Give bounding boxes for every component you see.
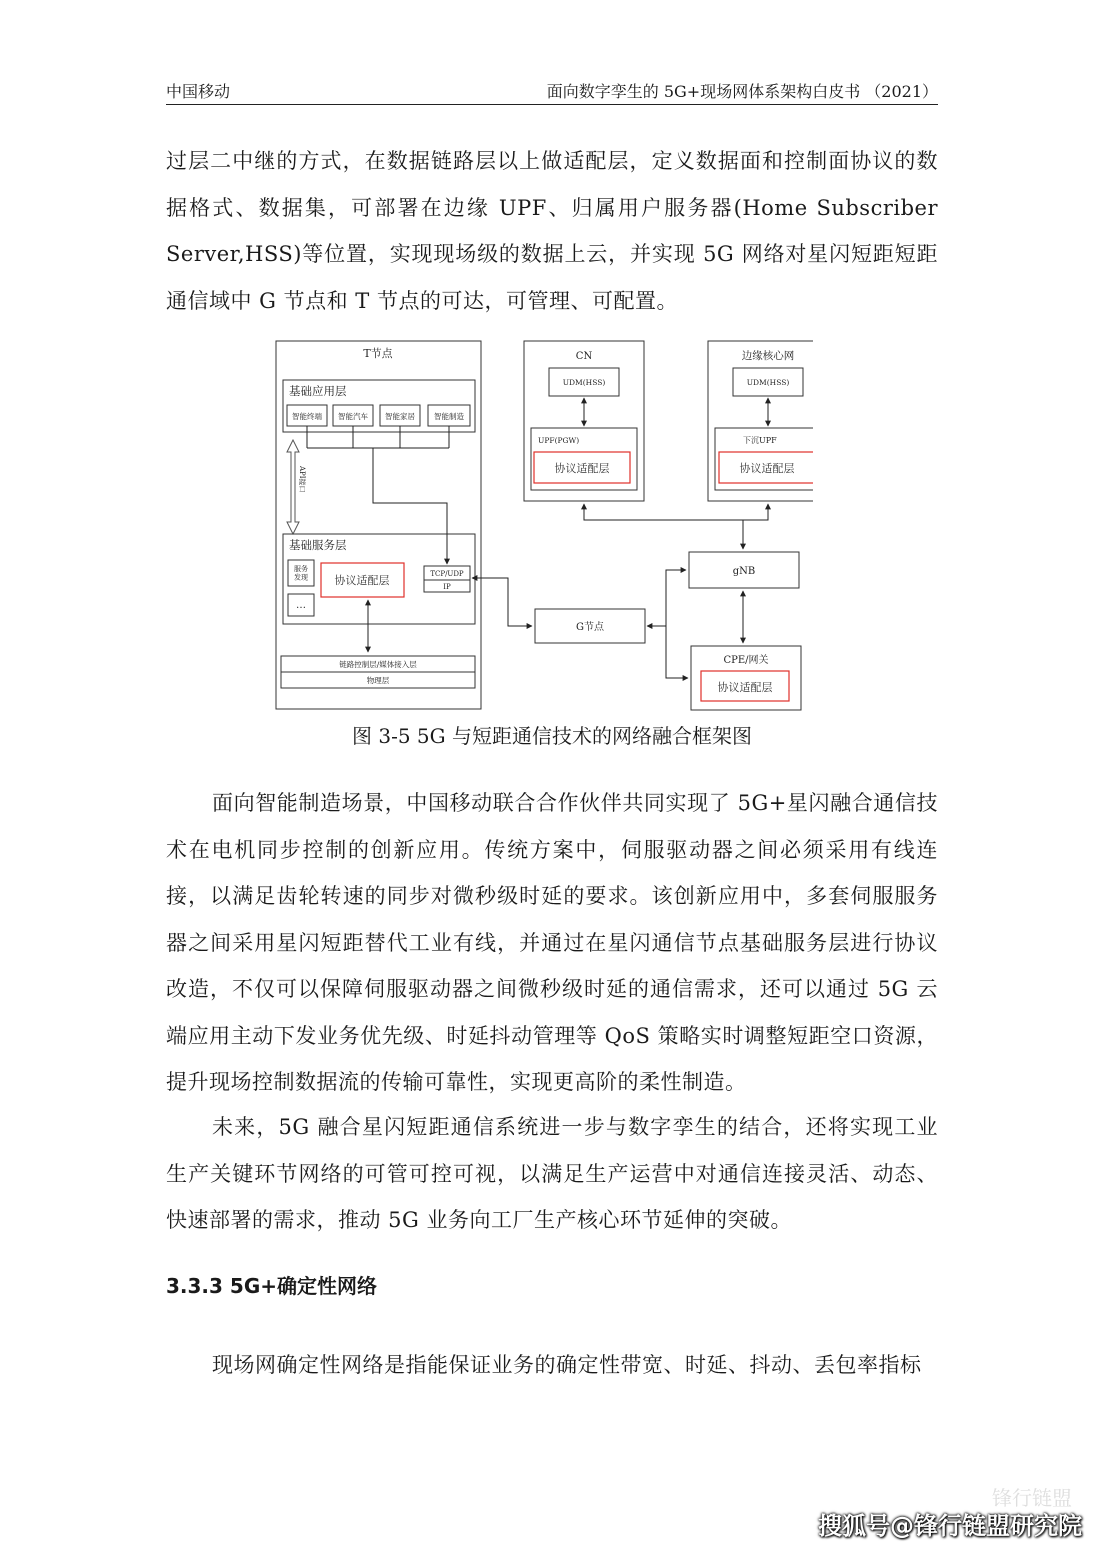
paragraph-4: 现场网确定性网络是指能保证业务的确定性带宽、时延、抖动、丢包率指标 [212,1353,922,1377]
cpe-label: CPE/网关 [723,655,769,666]
section-heading: 3.3.3 5G+确定性网络 [166,1274,377,1298]
service-layer-label: 基础服务层 [289,538,347,552]
app-item-3: 智能制造 [434,412,464,421]
protocol-adapt-cpe: 协议适配层 [717,681,773,694]
app-item-2: 智能家居 [385,412,415,421]
app-item-0: 智能终端 [292,412,322,421]
protocol-adapt-edge: 协议适配层 [739,462,795,475]
service-discovery-label: 服务发现 [294,565,308,582]
upf-pgw-label: UPF(PGW) [538,436,580,445]
edge-core-box [708,341,813,501]
ellipsis-label: … [296,600,306,611]
protocol-adapt-t: 协议适配层 [334,574,390,587]
app-item-1: 智能汽车 [338,412,368,421]
cn-udm-label: UDM(HSS) [562,378,606,387]
g-node-label: G节点 [576,622,604,633]
app-layer-label: 基础应用层 [289,384,347,398]
ip-label: IP [443,583,451,591]
edge-udm-label: UDM(HSS) [746,378,790,387]
network-fusion-diagram [273,338,813,713]
paragraph-2: 面向智能制造场景，中国移动联合合作伙伴共同实现了 5G+星闪融合通信技术在电机同步控制的创新应用。传统方案中，伺服驱动器之间必须采用有线连接，以满足齿轮转速的同步对微秒级时延的要求。该创新应用中，多套伺服服务器之间采用星闪短距替代工业有线，并通过在星闪通信节点基础服务层进行协议改造，不仅可以保障伺服驱动器之间微秒级时延的通信需求，还可以通过 5G 云端应用主动下发业务优先级、时延抖动管理等 QoS 策略实时调整短距空口资源，提升现场控制数据流的传输可靠性，实现更高阶的柔性制造。 [166,791,938,1094]
paragraph-1: 过层二中继的方式，在数据链路层以上做适配层，定义数据面和控制面协议的数据格式、数据集，可部署在边缘 UPF、归属用户服务器(Home Subscriber Server,HSS)等位置，实现现场级的数据上云，并实现 5G 网络对星闪短距短距通信域中 G 节点和 T 节点的可达，可管理、可配置。 [166,149,938,313]
watermark-sohu: 搜狐号@锋行链盟研究院 [818,1512,1082,1540]
header-org: 中国移动 [166,82,231,101]
sunk-upf-label: 下沉UPF [743,436,777,445]
page-header [166,78,938,105]
t-node-label: T节点 [363,347,393,360]
api-arrow [287,440,299,534]
protocol-adapt-cn: 协议适配层 [554,462,610,475]
api-label: API接口 [298,466,306,493]
cn-label: CN [575,351,593,362]
tcp-udp-label: TCP/UDP [430,570,464,578]
physical-layer-label: 物理层 [366,676,390,685]
link-layer-label: 链路控制层/媒体接入层 [339,660,417,669]
paragraph-3: 未来，5G 融合星闪短距通信系统进一步与数字孪生的结合，还将实现工业生产关键环节网络的可管可控可视，以满足生产运营中对通信连接灵活、动态、快速部署的需求，推动 5G 业务向工厂生产核心环节延伸的突破。 [166,1115,938,1232]
header-doc-title: 面向数字孪生的 5G+现场网体系架构白皮书 （2021） [546,82,938,101]
figure-caption: 图 3-5 5G 与短距通信技术的网络融合框架图 [352,724,752,748]
edge-core-label: 边缘核心网 [741,350,795,362]
watermark-faint: 锋行链盟 [992,1486,1072,1510]
gnb-label: gNB [732,566,756,577]
